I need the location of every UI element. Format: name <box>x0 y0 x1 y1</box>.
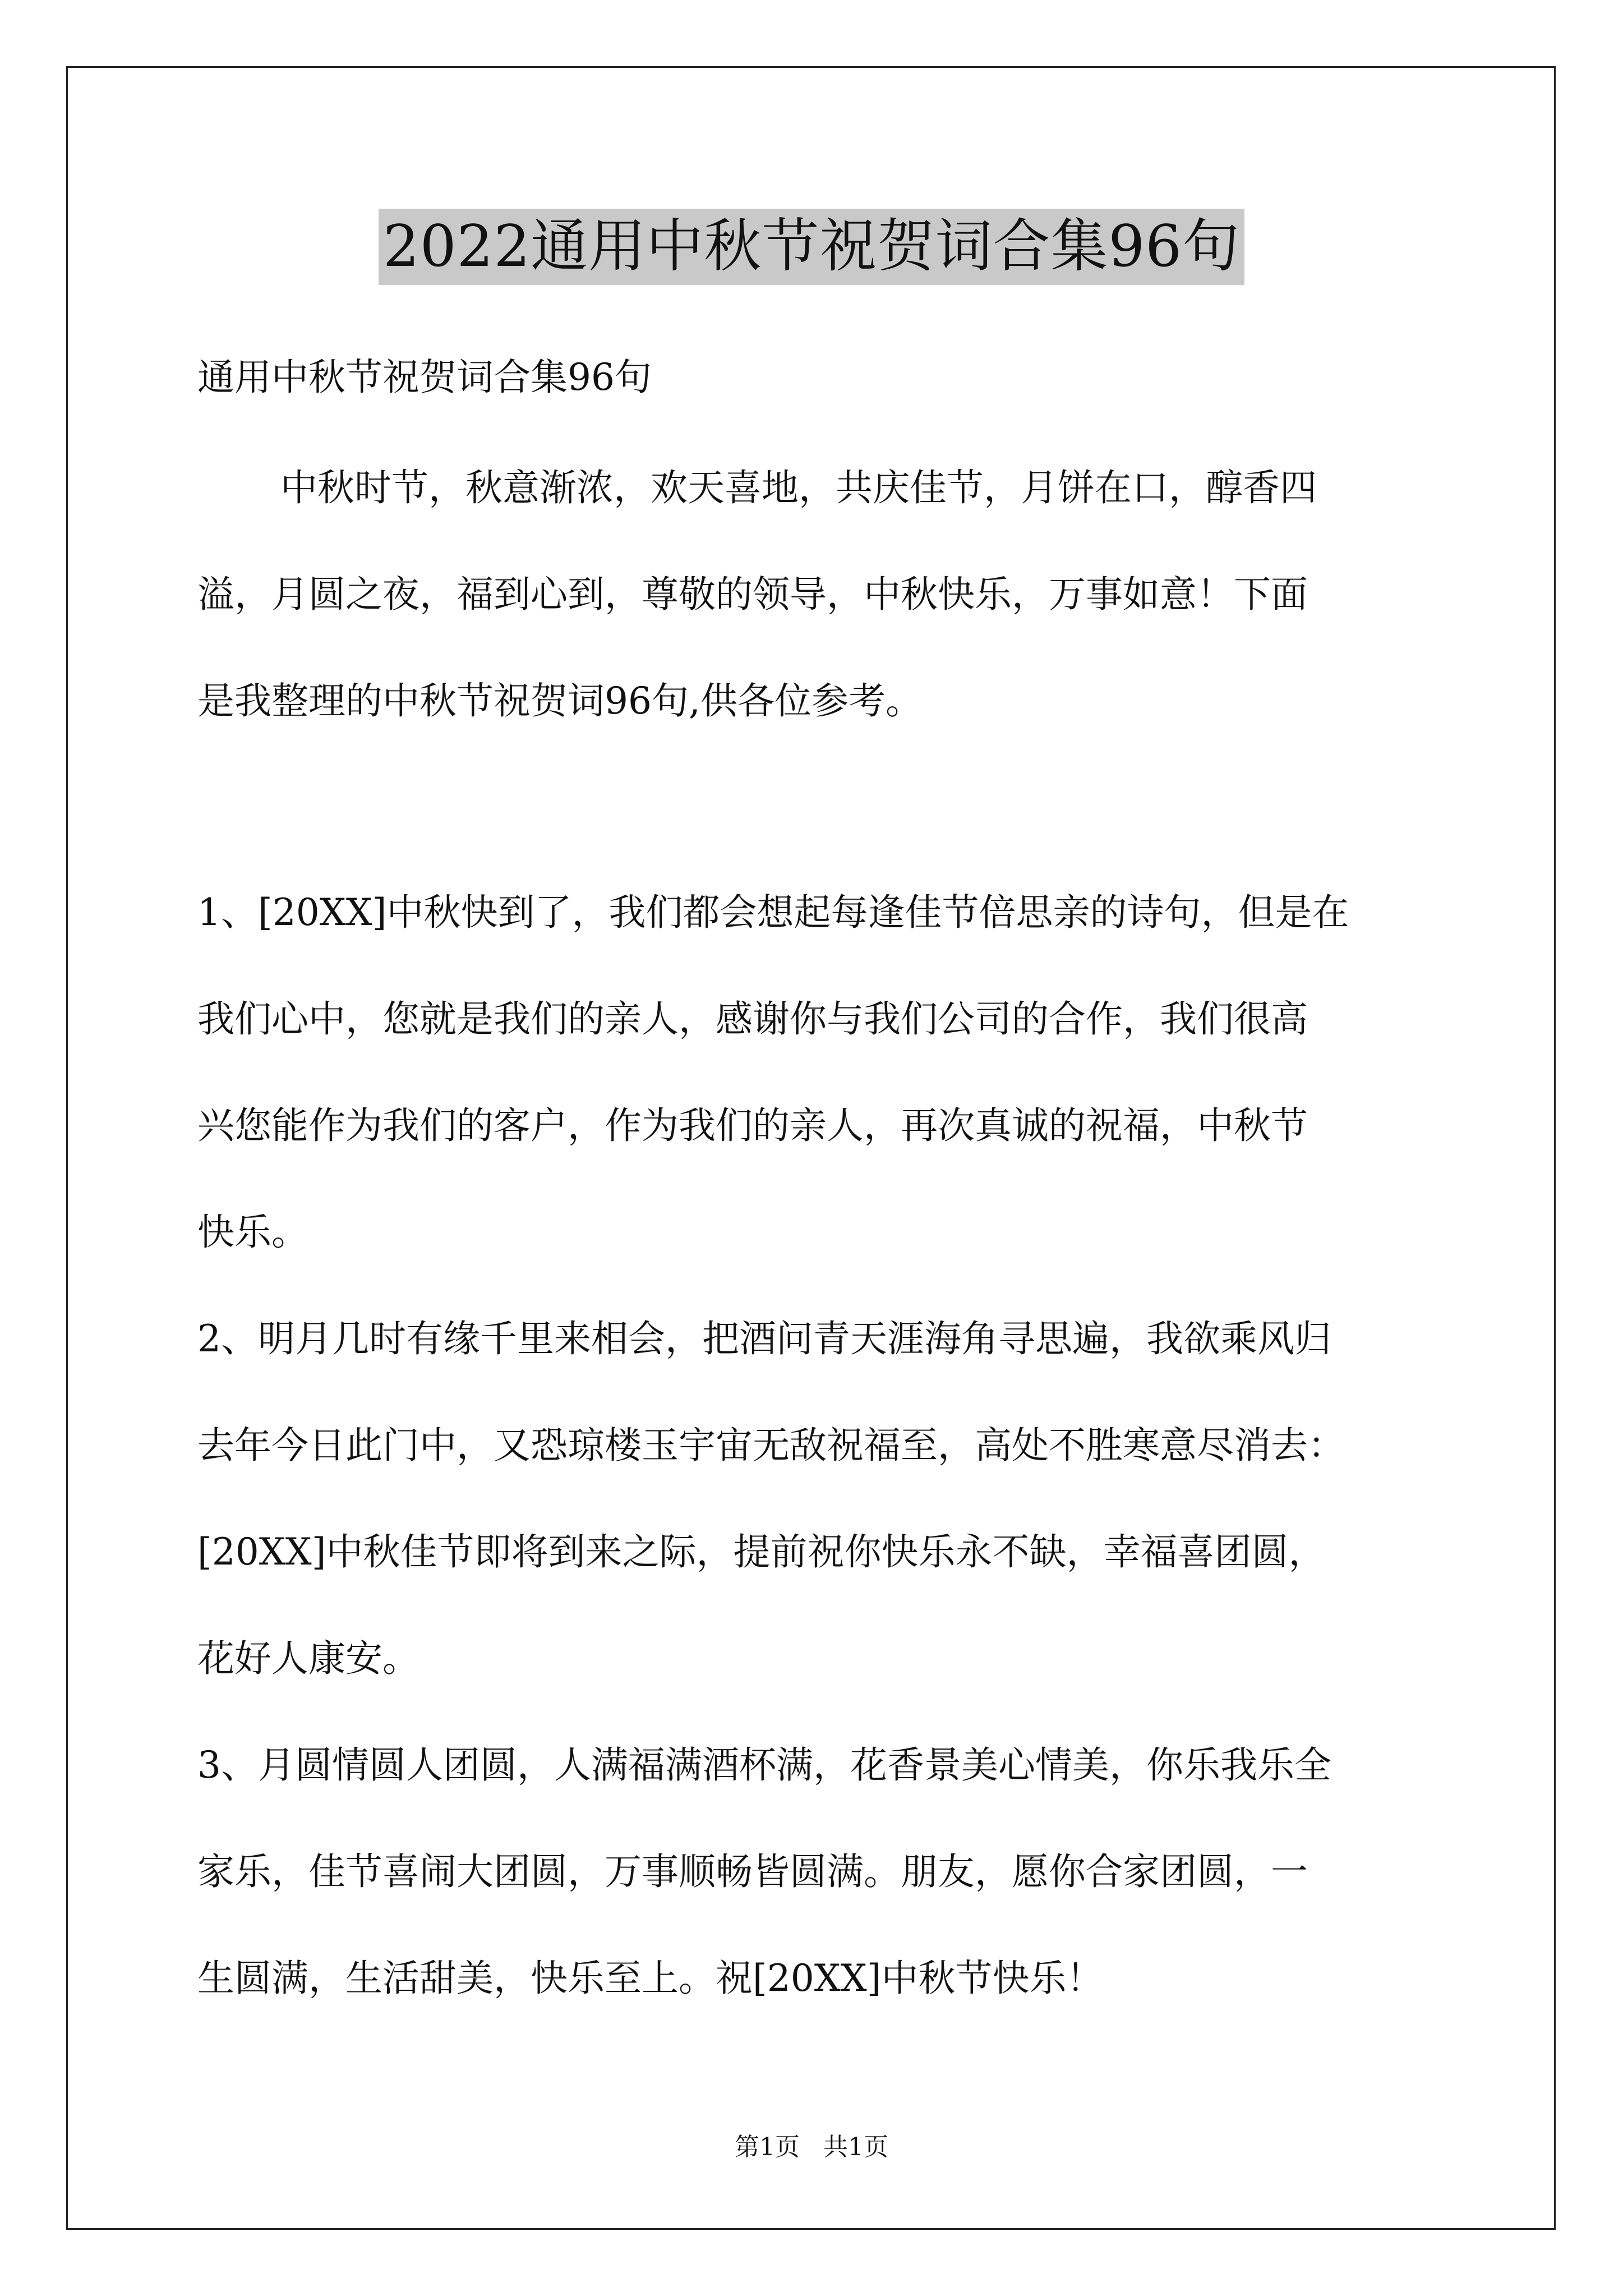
item-2-line-3: [20XX]中秋佳节即将到来之际，提前祝你快乐永不缺，幸福喜团圆， <box>197 1530 1326 1573</box>
item-1-line-1: 1、[20XX]中秋快到了，我们都会想起每逢佳节倍思亲的诗句，但是在 <box>197 891 1349 934</box>
item-1-line-2: 我们心中，您就是我们的亲人，感谢你与我们公司的合作，我们很高 <box>197 997 1308 1041</box>
intro-line-2: 溢，月圆之夜，福到心到，尊敬的领导，中秋快乐，万事如意！下面 <box>197 573 1308 616</box>
item-1-line-4: 快乐。 <box>197 1211 308 1254</box>
intro-line-3: 是我整理的中秋节祝贺词96句,供各位参考。 <box>197 679 923 723</box>
document-subtitle: 通用中秋节祝贺词合集96句 <box>197 356 652 399</box>
intro-line-1: 中秋时节，秋意渐浓，欢天喜地，共庆佳节，月饼在口，醇香四 <box>280 466 1317 509</box>
page-total: 共1页 <box>823 2133 888 2161</box>
item-3-line-3: 生圆满，生活甜美，快乐至上。祝[20XX]中秋节快乐！ <box>197 1957 1104 2000</box>
item-3-line-2: 家乐，佳节喜闹大团圆，万事顺畅皆圆满。朋友，愿你合家团圆，一 <box>197 1850 1308 1893</box>
item-3-line-1: 3、月圆情圆人团圆，人满福满酒杯满，花香景美心情美，你乐我乐全 <box>197 1743 1331 1787</box>
item-1-line-3: 兴您能作为我们的客户，作为我们的亲人，再次真诚的祝福，中秋节 <box>197 1104 1308 1147</box>
item-2-line-2: 去年今日此门中，又恐琼楼玉宇宙无敌祝福至，高处不胜寒意尽消去： <box>197 1424 1345 1467</box>
page-footer <box>0 2132 1623 2163</box>
page-number: 第1页 <box>735 2133 800 2161</box>
document-title: 2022通用中秋节祝贺词合集96句 <box>379 209 1244 285</box>
item-2-line-4: 花好人康安。 <box>197 1637 419 1680</box>
title-block <box>0 209 1623 285</box>
item-2-line-1: 2、明月几时有缘千里来相会，把酒问青天涯海角寻思遍，我欲乘风归 <box>197 1317 1331 1360</box>
